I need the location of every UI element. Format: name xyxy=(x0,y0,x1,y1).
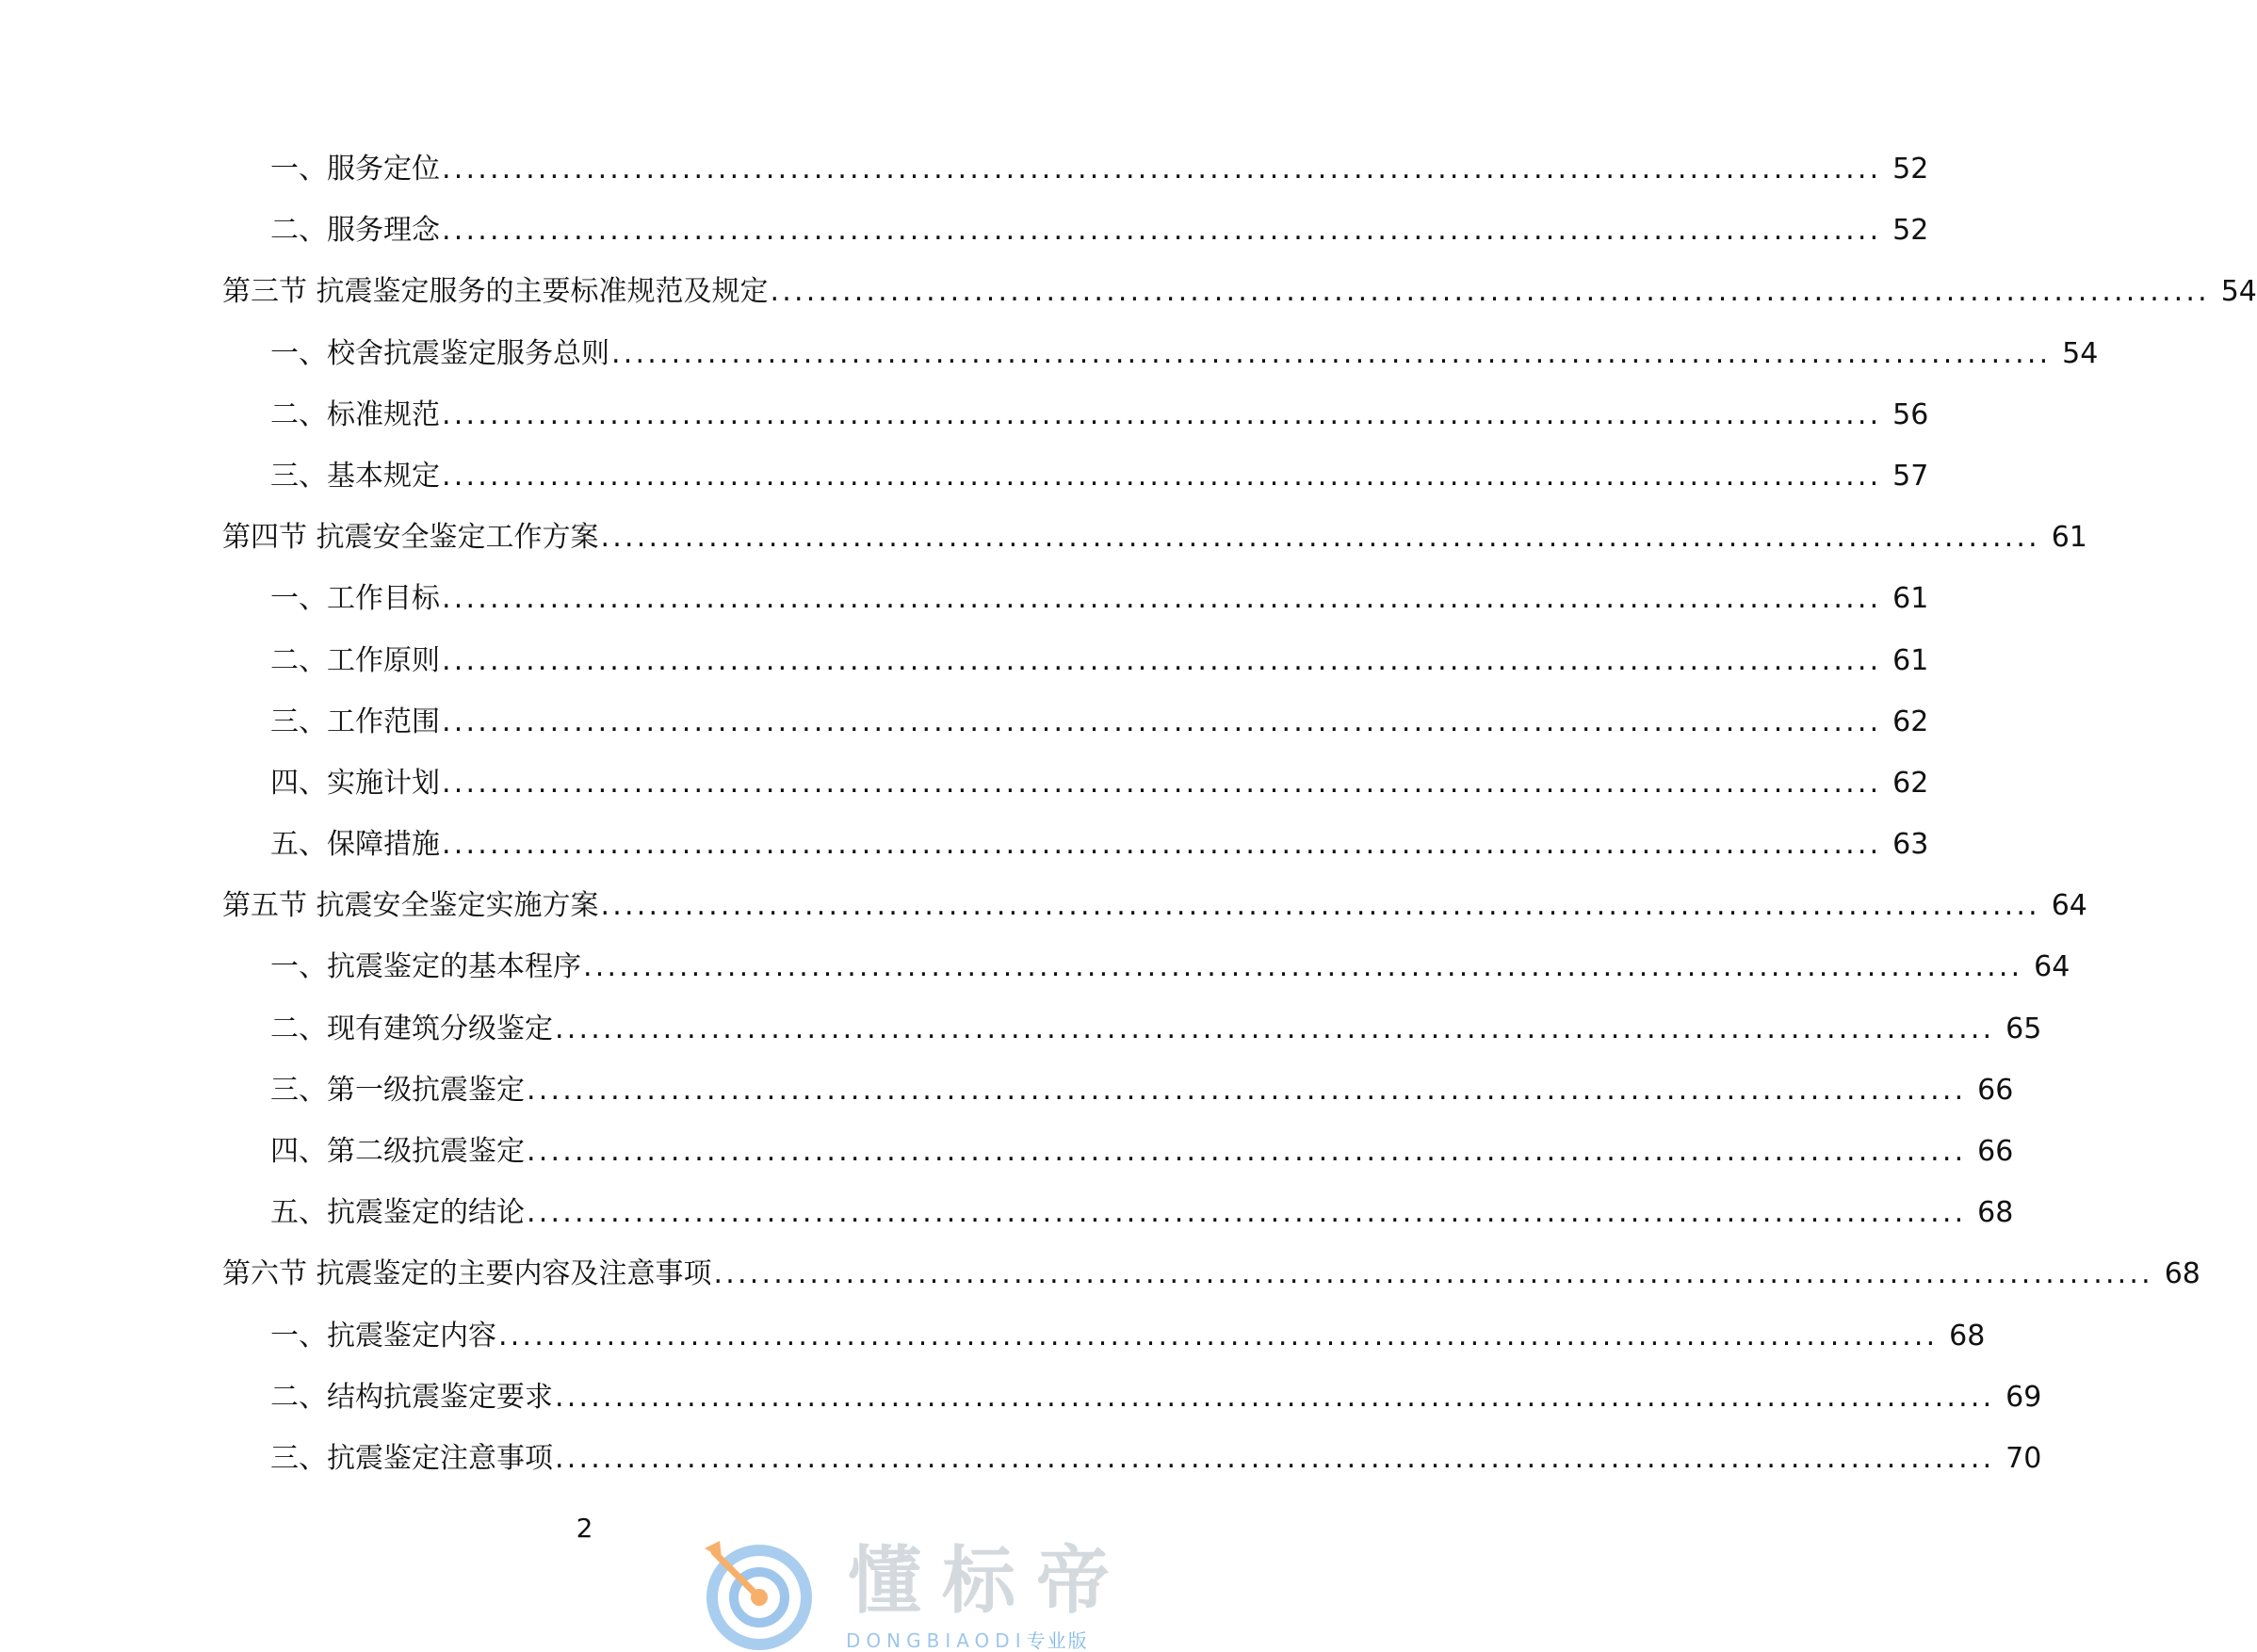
toc-entry-title: 一、校舍抗震鉴定服务总则 xyxy=(270,336,609,370)
toc-subsection-entry[interactable] xyxy=(0,1133,2014,1194)
toc-entry-page: 61 xyxy=(1892,582,1929,616)
toc-dot-leader: ........................................................................................................................ xyxy=(555,1012,1995,1045)
toc-entry-title: 第四节 抗震安全鉴定工作方案 xyxy=(222,521,599,555)
toc-entry-page: 68 xyxy=(1977,1196,2014,1230)
toc-entry-title: 二、服务理念 xyxy=(270,214,440,248)
toc-section-entry[interactable] xyxy=(0,1255,2200,1317)
toc-entry-page: 69 xyxy=(2005,1380,2042,1414)
toc-entry-page: 61 xyxy=(1892,643,1929,677)
toc-entry-title: 第五节 抗震安全鉴定实施方案 xyxy=(222,889,599,923)
toc-entry-page: 62 xyxy=(1892,766,1929,800)
toc-dot-leader: ........................................................................................................................ xyxy=(611,336,2052,370)
toc-entry-title: 二、标准规范 xyxy=(270,397,440,431)
toc-entry-page: 65 xyxy=(2005,1012,2042,1045)
toc-entry-title: 五、抗震鉴定的结论 xyxy=(270,1196,525,1230)
toc-entry-page: 61 xyxy=(2051,521,2087,555)
toc-section-entry[interactable] xyxy=(0,273,2257,334)
toc-entry-title: 三、基本规定 xyxy=(270,459,440,493)
toc-dot-leader: ........................................................................................................................ xyxy=(442,153,1882,186)
toc-subsection-entry[interactable] xyxy=(0,948,2070,1010)
watermark xyxy=(697,1535,1168,1652)
toc-dot-leader: ........................................................................................................................ xyxy=(555,1380,1995,1414)
toc-section-entry[interactable] xyxy=(0,519,2087,580)
watermark-subtitle-latin: DONGBIAODI xyxy=(846,1629,1027,1652)
toc-section-entry[interactable] xyxy=(0,887,2087,948)
toc-entry-page: 54 xyxy=(2062,336,2099,370)
toc-dot-leader: ........................................................................................................................ xyxy=(600,889,2040,923)
toc-subsection-entry[interactable] xyxy=(0,1072,2014,1133)
target-logo-icon xyxy=(701,1535,814,1652)
toc-entry-title: 二、结构抗震鉴定要求 xyxy=(270,1380,553,1414)
toc-subsection-entry[interactable] xyxy=(0,1379,2042,1440)
toc-entry-page: 64 xyxy=(2051,889,2087,923)
toc-dot-leader: ........................................................................................................................ xyxy=(442,705,1882,738)
toc-dot-leader: ........................................................................................................................ xyxy=(527,1135,1967,1168)
toc-subsection-entry[interactable] xyxy=(0,1011,2042,1072)
toc-dot-leader: ........................................................................................................................ xyxy=(442,828,1882,862)
toc-dot-leader: ........................................................................................................................ xyxy=(555,1441,1995,1475)
toc-entry-page: 66 xyxy=(1977,1073,2014,1107)
toc-entry-page: 54 xyxy=(2220,275,2257,309)
toc-entry-page: 64 xyxy=(2034,950,2070,984)
toc-entry-page: 62 xyxy=(1892,705,1929,738)
toc-entry-title: 三、抗震鉴定注意事项 xyxy=(270,1441,553,1475)
toc-subsection-entry[interactable] xyxy=(0,151,1929,212)
toc-entry-page: 56 xyxy=(1892,397,1929,431)
toc-entry-page: 63 xyxy=(1892,828,1929,862)
toc-subsection-entry[interactable] xyxy=(0,642,1929,704)
toc-subsection-entry[interactable] xyxy=(0,1318,1986,1379)
toc-subsection-entry[interactable] xyxy=(0,826,1929,887)
toc-entry-page: 52 xyxy=(1892,214,1929,248)
toc-dot-leader: ........................................................................................................................ xyxy=(442,766,1882,800)
toc-entry-title: 五、保障措施 xyxy=(270,828,440,862)
toc-subsection-entry[interactable] xyxy=(0,1440,2042,1501)
toc-dot-leader: ........................................................................................................................ xyxy=(770,275,2210,309)
toc-entry-title: 第三节 抗震鉴定服务的主要标准规范及规定 xyxy=(222,275,769,309)
toc-dot-leader: ........................................................................................................................ xyxy=(442,643,1882,677)
toc-dot-leader: ........................................................................................................................ xyxy=(498,1319,1939,1352)
toc-dot-leader: ........................................................................................................................ xyxy=(442,397,1882,431)
toc-dot-leader: ........................................................................................................................ xyxy=(442,459,1882,493)
toc-dot-leader: ........................................................................................................................ xyxy=(442,582,1882,616)
toc-entry-title: 三、第一级抗震鉴定 xyxy=(270,1073,525,1107)
toc-entry-title: 二、工作原则 xyxy=(270,643,440,677)
toc-entry-title: 四、实施计划 xyxy=(270,766,440,800)
toc-subsection-entry[interactable] xyxy=(0,765,1929,826)
toc-entry-page: 52 xyxy=(1892,153,1929,186)
toc-subsection-entry[interactable] xyxy=(0,335,2099,397)
toc-entry-title: 一、抗震鉴定内容 xyxy=(270,1319,496,1352)
toc-entry-title: 一、工作目标 xyxy=(270,582,440,616)
toc-dot-leader: ........................................................................................................................ xyxy=(600,521,2040,555)
page-number: 2 xyxy=(576,1513,593,1544)
toc-subsection-entry[interactable] xyxy=(0,704,1929,765)
toc-dot-leader: ........................................................................................................................ xyxy=(527,1196,1967,1230)
toc-entry-title: 一、抗震鉴定的基本程序 xyxy=(270,950,581,984)
toc-subsection-entry[interactable] xyxy=(0,1194,2014,1255)
watermark-subtitle xyxy=(846,1629,1089,1652)
toc-entry-page: 68 xyxy=(2164,1257,2200,1291)
watermark-subtitle-cn: 专业版 xyxy=(1026,1629,1089,1652)
toc-entry-title: 一、服务定位 xyxy=(270,153,440,186)
toc-entry-title: 第六节 抗震鉴定的主要内容及注意事项 xyxy=(222,1257,712,1291)
toc-entry-page: 66 xyxy=(1977,1135,2014,1168)
table-of-contents xyxy=(0,151,2257,1501)
toc-subsection-entry[interactable] xyxy=(0,212,1929,273)
toc-dot-leader: ........................................................................................................................ xyxy=(442,214,1882,248)
watermark-title: 懂标帝 xyxy=(848,1539,1131,1624)
toc-entry-title: 三、工作范围 xyxy=(270,705,440,738)
toc-subsection-entry[interactable] xyxy=(0,397,1929,458)
toc-subsection-entry[interactable] xyxy=(0,458,1929,519)
toc-entry-page: 70 xyxy=(2005,1441,2042,1475)
toc-dot-leader: ........................................................................................................................ xyxy=(527,1073,1967,1107)
toc-dot-leader: ........................................................................................................................ xyxy=(713,1257,2153,1291)
toc-entry-title: 四、第二级抗震鉴定 xyxy=(270,1135,525,1168)
toc-entry-page: 68 xyxy=(1949,1319,1986,1352)
toc-entry-page: 57 xyxy=(1892,459,1929,493)
toc-subsection-entry[interactable] xyxy=(0,580,1929,641)
toc-dot-leader: ........................................................................................................................ xyxy=(583,950,2023,984)
toc-entry-title: 二、现有建筑分级鉴定 xyxy=(270,1012,553,1045)
